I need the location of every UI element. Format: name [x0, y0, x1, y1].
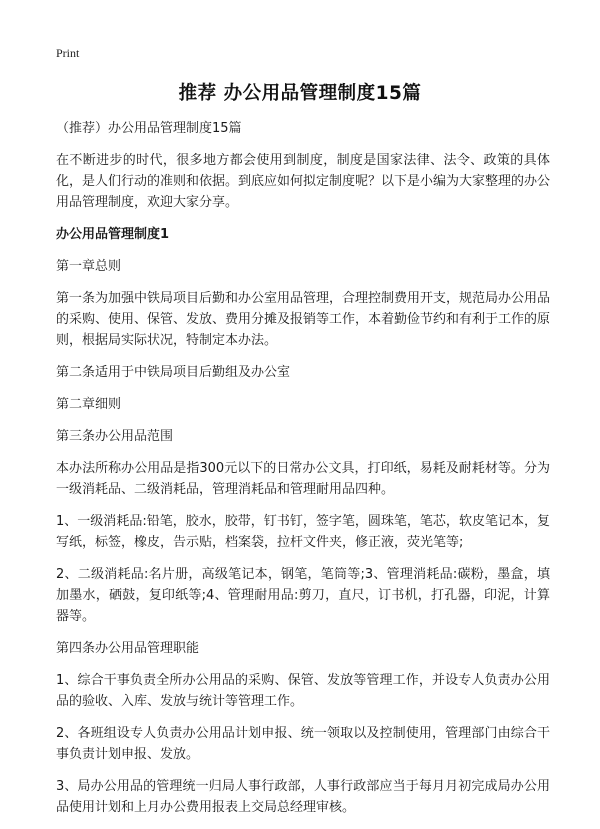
intro-paragraph: 在不断进步的时代，很多地方都会使用到制度，制度是国家法律、法令、政策的具体化，是人们行动的准则和依据。到底应如何拟定制度呢？以下是小编为大家整理的办公用品管理制度，欢迎大家分享。	[56, 153, 551, 210]
print-label: Print	[56, 46, 80, 60]
article-paragraph: 第三条办公用品范围	[56, 429, 174, 444]
list-paragraph: 2、各班组设专人负责办公用品计划申报、统一领取以及控制使用，管理部门由综合干事负责计划申报、发放。	[56, 726, 550, 762]
article-paragraph: 第二条适用于中铁局项目后勤组及办公室	[56, 365, 291, 380]
article-paragraph: 第四条办公用品管理职能	[56, 641, 200, 656]
document-subtitle: （推荐）办公用品管理制度15篇	[56, 121, 242, 136]
list-paragraph: 1、综合干事负责全所办公用品的采购、保管、发放等管理工作，并设专人负责办公用品的验收、入库、发放与统计等管理工作。	[56, 673, 550, 709]
chapter-heading: 第二章细则	[56, 397, 122, 412]
document-body	[56, 118, 550, 829]
section-heading: 办公用品管理制度1	[56, 227, 170, 242]
article-paragraph: 本办法所称办公用品是指300元以下的日常办公文具，打印纸，易耗及耐耗材等。分为一级消耗品、二级消耗品，管理消耗品和管理耐用品四种。	[56, 461, 550, 497]
list-paragraph: 1、一级消耗品:铅笔，胶水，胶带，钉书钉，签字笔，圆珠笔，笔芯，软皮笔记本，复写纸，标签，橡皮，告示贴，档案袋，拉杆文件夹，修正液，荧光笔等;	[56, 514, 550, 550]
article-paragraph: 第一条为加强中铁局项目后勤和办公室用品管理，合理控制费用开支，规范局办公用品的采购、使用、保管、发放、费用分摊及报销等工作，本着勤俭节约和有利于工作的原则，根据局实际状况，特制定本办法。	[56, 291, 551, 348]
document-title: 推荐 办公用品管理制度15篇	[178, 83, 422, 104]
chapter-heading: 第一章总则	[56, 259, 122, 274]
list-paragraph: 3、局办公用品的管理统一归局人事行政部，人事行政部应当于每月月初完成局办公用品使用计划和上月办公费用报表上交局总经理审核。	[56, 779, 550, 815]
list-paragraph: 2、二级消耗品:名片册，高级笔记本，钢笔，笔筒等;3、管理消耗品:碳粉，墨盒，填加墨水，硒鼓，复印纸等;4、管理耐用品:剪刀，直尺，订书机，打孔器，印泥，计算器等。	[56, 567, 550, 624]
